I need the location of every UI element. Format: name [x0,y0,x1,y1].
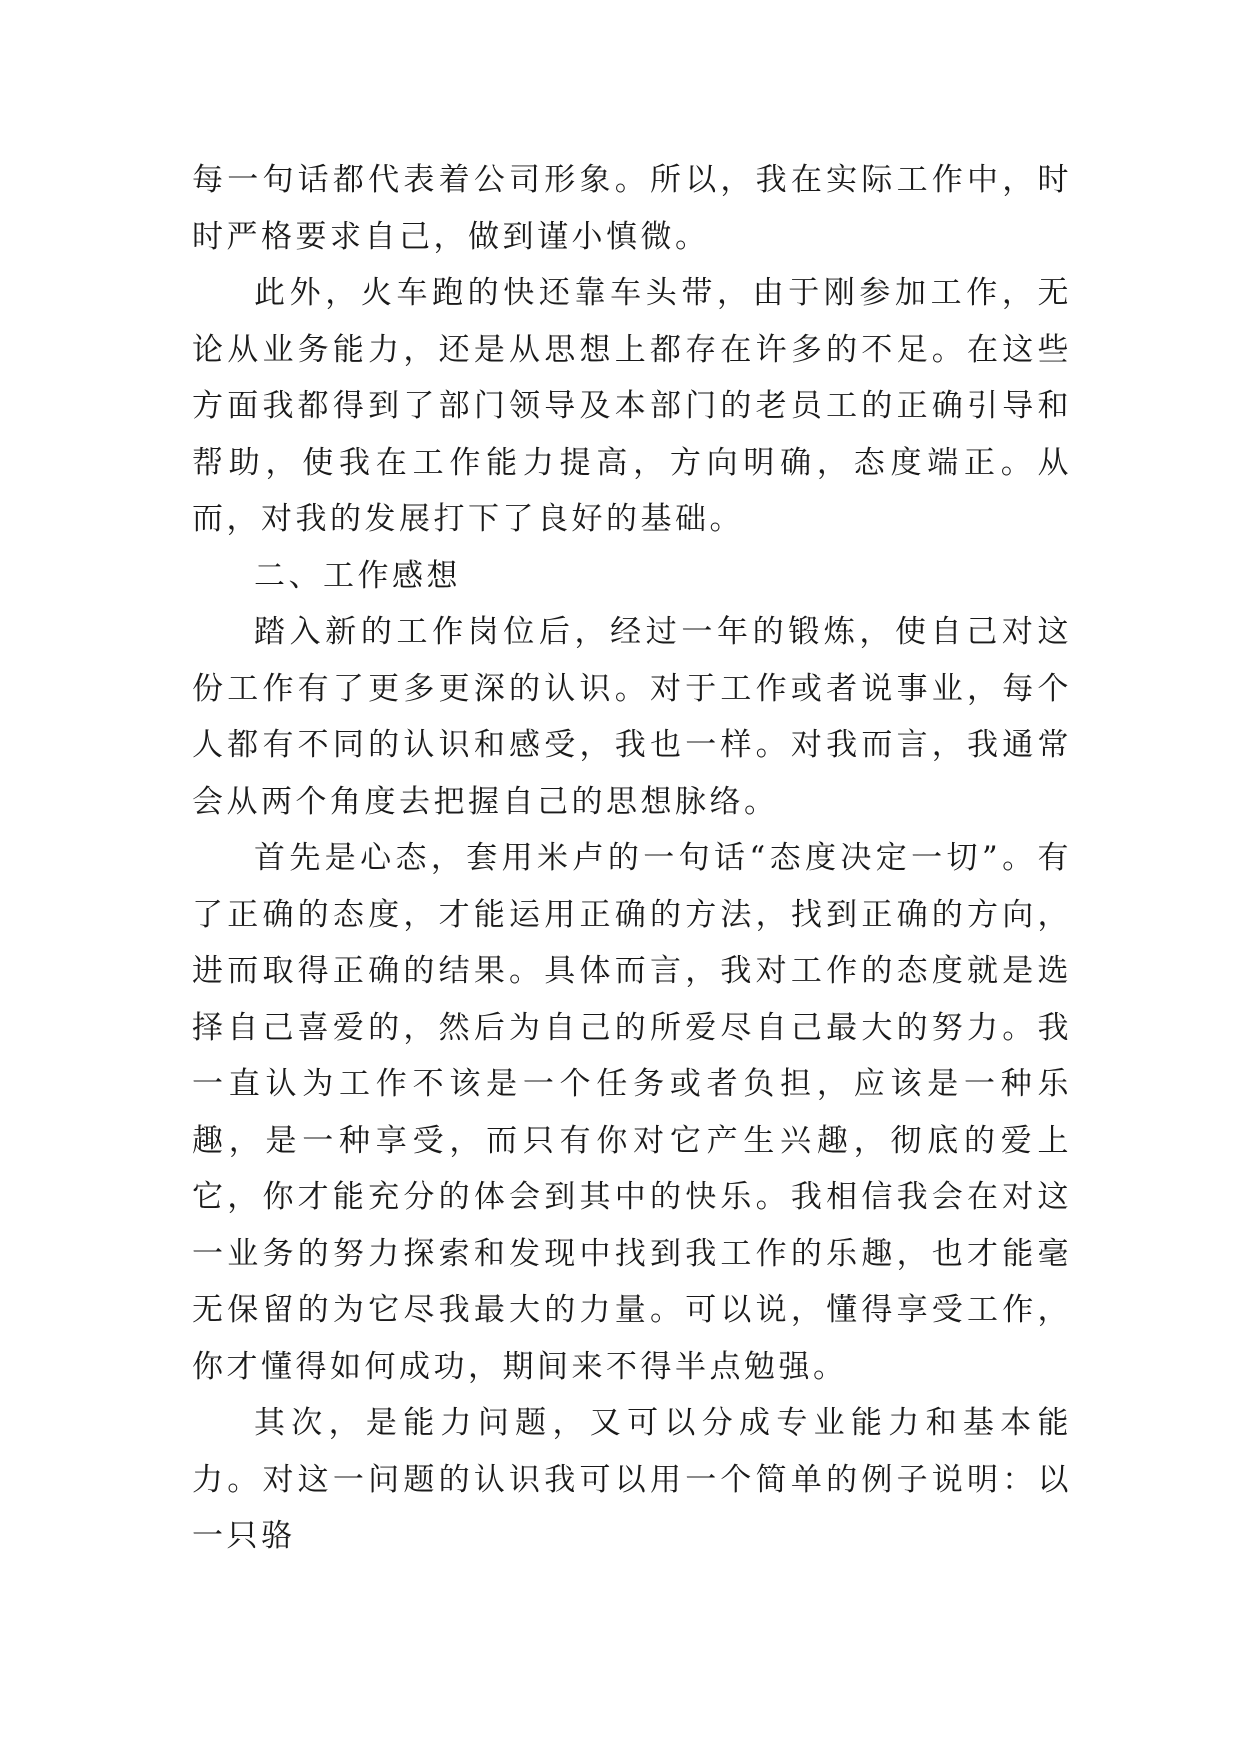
section-heading: 二、工作感想 [254,557,461,594]
paragraph-3: 踏入新的工作岗位后，经过一年的锻炼，使自己对这份工作有了更多更深的认识。对于工作或者说事业，每个人都有不同的认识和感受，我也一样。对我而言，我通常会从两个角度去把握自己的思想脉络。 [192,614,1072,820]
paragraph-4: 首先是心态，套用米卢的一句话“态度决定一切”。有了正确的态度，才能运用正确的方法，找到正确的方向，进而取得正确的结果。具体而言，我对工作的态度就是选择自己喜爱的，然后为自己的所爱尽自己最大的努力。我一直认为工作不该是一个任务或者负担，应该是一种乐趣，是一种享受，而只有你对它产生兴趣，彻底的爱上它，你才能充分的体会到其中的快乐。我相信我会在对这一业务的努力探索和发现中找到我工作的乐趣，也才能毫无保留的为它尽我最大的力量。可以说，懂得享受工作，你才懂得如何成功，期间来不得半点勉强。 [192,840,1072,1385]
body-text [192,152,1072,1565]
paragraph-5: 其次，是能力问题，又可以分成专业能力和基本能力。对这一问题的认识我可以用一个简单的例子说明：以一只骆 [192,1405,1072,1554]
paragraph-2: 此外，火车跑的快还靠车头带，由于刚参加工作，无论从业务能力，还是从思想上都存在许多的不足。在这些方面我都得到了部门领导及本部门的老员工的正确引导和帮助，使我在工作能力提高，方向明确，态度端正。从而，对我的发展打下了良好的基础。 [192,275,1072,537]
paragraph-1: 每一句话都代表着公司形象。所以，我在实际工作中，时时严格要求自己，做到谨小慎微。 [192,162,1072,255]
